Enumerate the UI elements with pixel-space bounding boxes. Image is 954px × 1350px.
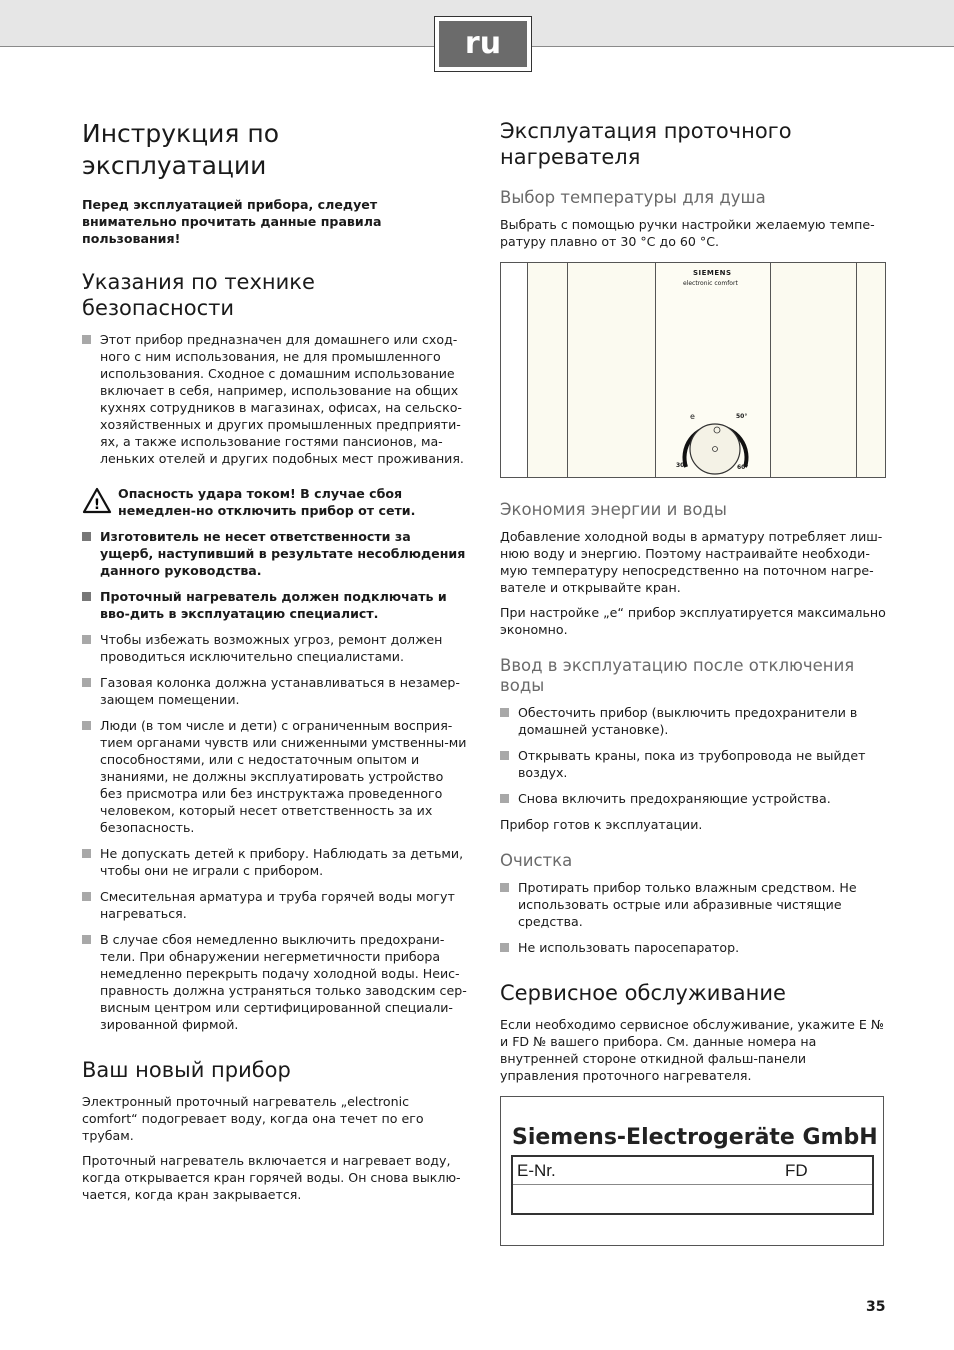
mark-60: 60° <box>737 464 749 471</box>
warning-triangle-icon <box>82 487 112 514</box>
service-label-box <box>500 1096 884 1246</box>
bullet-square-icon <box>82 532 91 541</box>
left-column <box>82 118 468 1211</box>
mark-50: 50° <box>736 413 748 420</box>
new-device-heading: Ваш новый прибор <box>82 1058 291 1082</box>
restart-heading: Ввод в эксплуатацию после отключения воды <box>500 656 855 695</box>
page-number: 35 <box>866 1299 886 1315</box>
bullet-square-icon <box>500 794 509 803</box>
bullet-square-icon <box>82 592 91 601</box>
safety-item: Чтобы избежать возможных угроз, ремонт должен проводиться исключительно специалистами. <box>82 631 468 665</box>
temperature-knob <box>656 403 771 483</box>
bullet-square-icon <box>500 943 509 952</box>
number-row <box>513 1157 872 1185</box>
cleaning-heading: Очистка <box>500 851 573 870</box>
bullet-square-icon <box>82 721 91 730</box>
new-device-text: Проточный нагреватель включается и нагревает воду, когда открывается кран горячей воды. Он снова выклю-чается, когда кран закрывается. <box>82 1153 461 1202</box>
safety-heading: Указания по технике безопасности <box>82 270 315 320</box>
economy-text: Добавление холодной воды в арматуру потребляет лиш-нюю воду и энергию. Поэтому настраивайте необходи-мую температуру непосредственно на поточном нагре-вателе и открывайте кран. <box>500 529 883 595</box>
brand-logo: SIEMENS <box>693 269 732 277</box>
bullet-square-icon <box>82 892 91 901</box>
electric-warning: ! Опасность удара током! В случае сбоя немедлен-но отключить прибор от сети. <box>82 485 468 519</box>
safety-item: Смесительная арматура и труба горячей воды могут нагреваться. <box>82 888 468 922</box>
economy-heading: Экономия энергии и воды <box>500 500 727 519</box>
bullet-square-icon <box>500 751 509 760</box>
device-side-panel <box>856 263 885 477</box>
company-name: Siemens-Electrogeräte GmbH <box>512 1125 878 1150</box>
bullet-square-icon <box>82 635 91 644</box>
economy-text: При настройке „e“ прибор эксплуатируется максимально экономно. <box>500 605 886 637</box>
right-column <box>500 118 886 1246</box>
restart-item: Обесточить прибор (выключить предохранители в домашней установке). <box>500 704 886 738</box>
restart-item: Снова включить предохраняющие устройства. <box>500 790 886 807</box>
safety-item: Проточный нагреватель должен подключать и вво-дить в эксплуатацию специалист. <box>82 588 468 622</box>
service-text: Если необходимо сервисное обслуживание, укажите E № и FD № вашего прибора. См. данные номера на внутренней стороне откидной фальш-панели управления проточного нагревателя. <box>500 1017 884 1083</box>
safety-item: Изготовитель не несет ответственности за ущерб, наступивший в результате несоблюдения данного руководства. <box>82 528 468 579</box>
cleaning-item: Не использовать паросепаратор. <box>500 939 886 956</box>
language-badge <box>434 16 532 72</box>
restart-item: Открывать краны, пока из трубопровода не выйдет воздух. <box>500 747 886 781</box>
fd-label: FD <box>785 1161 808 1180</box>
cleaning-item: Протирать прибор только влажным средством. Не использовать острые или абразивные чистящие средства. <box>500 879 886 930</box>
device-illustration <box>500 262 886 478</box>
new-device-text: Электронный проточный нагреватель „electronic comfort“ подогревает воду, когда она течет по его трубам. <box>82 1094 424 1143</box>
service-heading: Сервисное обслуживание <box>500 981 786 1005</box>
bullet-square-icon <box>82 335 91 344</box>
safety-item: Люди (в том числе и дети) с ограниченным восприя-тием органами чувств или сниженными умственны-ми способностями, или с недостаточным опытом и знаниями, не должны эксплуатировать устройство без присмотра или без инструктажа проведенного человеком, который несет ответственность за их безопасность. <box>82 717 468 836</box>
language-code: ru <box>439 21 527 67</box>
temp-text: Выбрать с помощью ручки настройки желаемую темпе-ратуру плавно от 30 °C до 60 °C. <box>500 217 875 249</box>
mark-e: e <box>690 412 695 421</box>
safety-item: В случае сбоя немедленно выключить предохрани-тели. При обнаружении негерметичности прибора немедленно перекрыть подачу холодной воды. Неис-правность должна устраняться только заводским сер-висным центром или сертифицированной специали-зированной фирмой. <box>82 931 468 1033</box>
safety-item: Газовая колонка должна устанавливаться в незамер-зающем помещении. <box>82 674 468 708</box>
mark-30: 30° <box>676 462 688 469</box>
enr-label: E-Nr. <box>517 1161 556 1180</box>
model-name: electronic comfort <box>683 280 738 287</box>
operation-title: Эксплуатация проточного нагревателя <box>500 119 792 169</box>
bullet-square-icon <box>82 935 91 944</box>
restart-ready-text: Прибор готов к эксплуатации. <box>500 817 703 832</box>
bullet-square-icon <box>500 708 509 717</box>
bullet-square-icon <box>82 849 91 858</box>
device-number-table <box>511 1155 874 1215</box>
device-panel <box>567 263 655 477</box>
device-panel <box>770 263 858 477</box>
page-title: Инструкция по эксплуатации <box>82 119 280 180</box>
safety-item: Этот прибор предназначен для домашнего или сход-ного с ним использования, не для промышленного использования. Сходное с домашним использование включает в себя, например, использование на общих кухнях сотрудников в магазинах, офисах, на сельско-хозяйственных и других промышленных предприяти-ях, а также использование гостями пансионов, ма-леньких отелей и других подобных мест проживания. <box>82 331 468 467</box>
intro-text: Перед эксплуатацией прибора, следует внимательно прочитать данные правила пользования! <box>82 197 382 246</box>
bullet-square-icon <box>82 678 91 687</box>
device-side-panel <box>527 263 569 477</box>
safety-item: Не допускать детей к прибору. Наблюдать за детьми, чтобы они не играли с прибором. <box>82 845 468 879</box>
svg-text:!: ! <box>93 497 101 513</box>
temp-heading: Выбор температуры для душа <box>500 188 766 207</box>
device-control-panel <box>655 263 770 477</box>
bullet-square-icon <box>500 883 509 892</box>
